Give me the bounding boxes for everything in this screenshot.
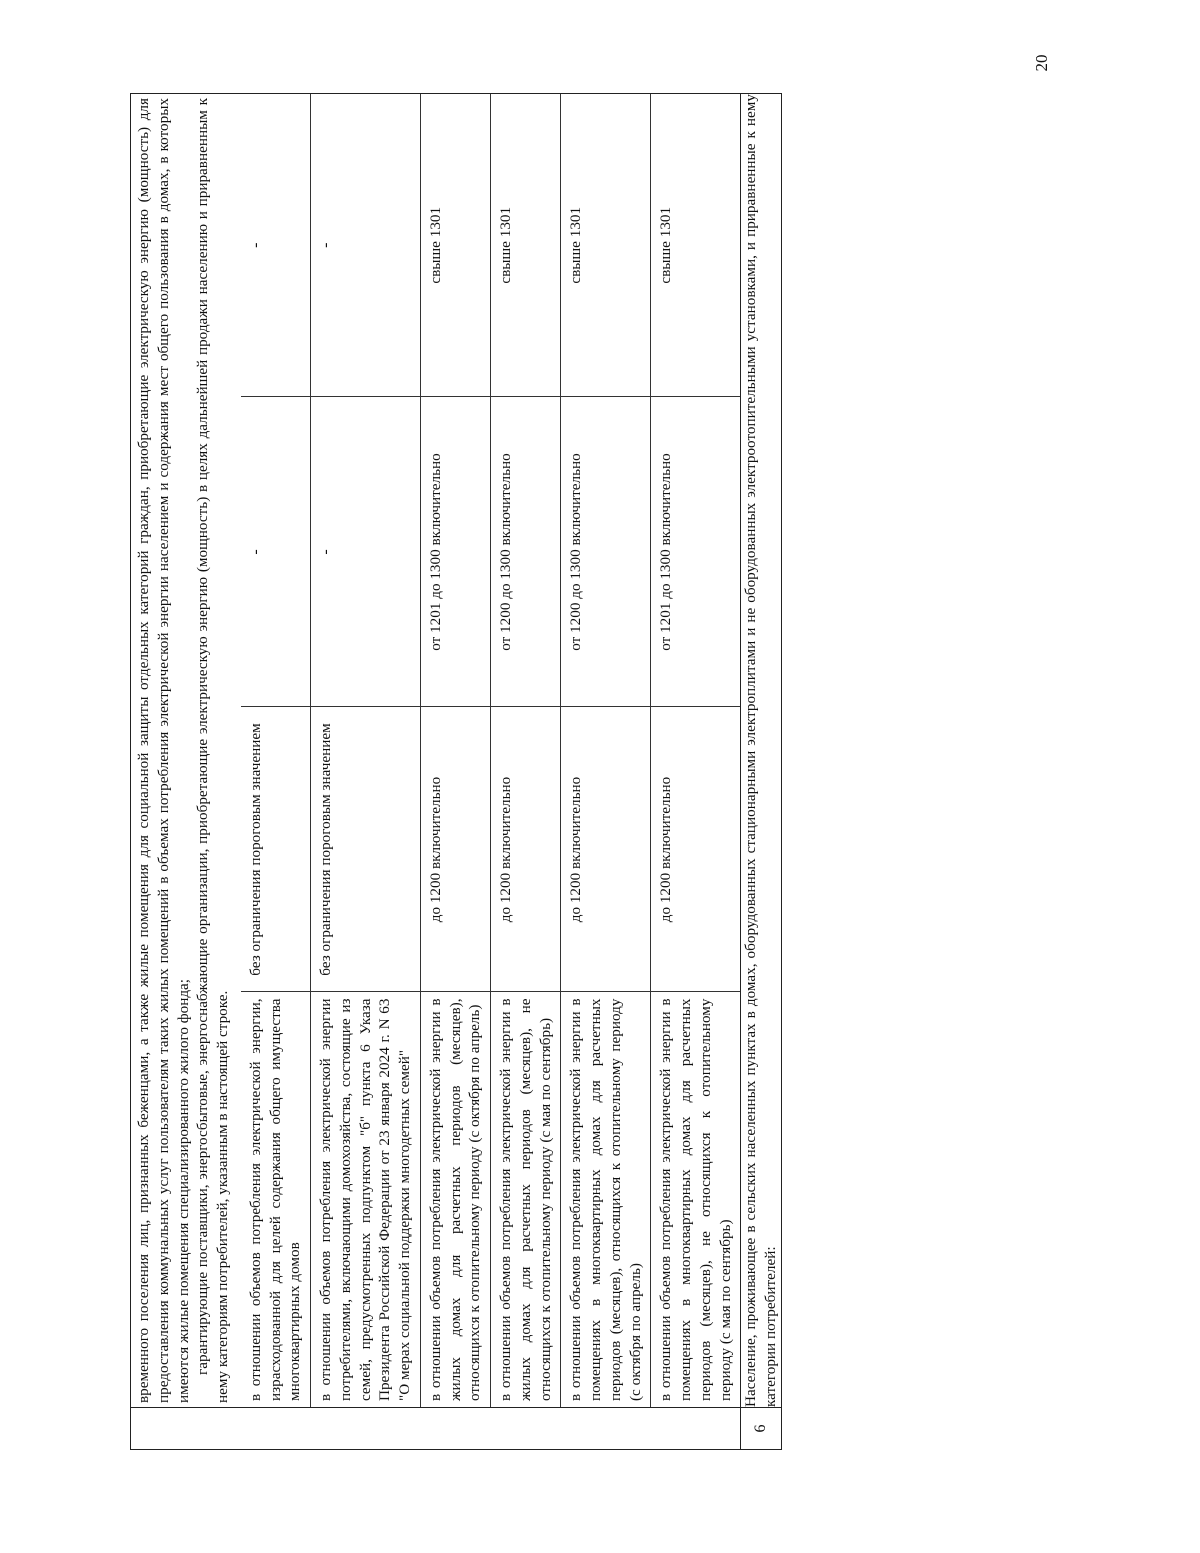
consumption-row [561, 94, 651, 1407]
range-upper: свыше 1301 [561, 94, 651, 397]
intro-paragraph-1: временного поселения лиц, признанных беженцами, а также жилые помещения для социальной защиты отдельных категорий граждан, приобретающие электрическую энергию (мощность) для предоставления коммунальных услуг пользователям таких жилых помещений в объемах потребления электрической энергии населением и содержания мест общего пользования в домах, в которых имеются жилые помещения специализированного жилого фонда; [135, 98, 192, 1403]
range-upper: свыше 1301 [491, 94, 561, 397]
intro-paragraph-2: гарантирующие поставщики, энергосбытовые, энергоснабжающие организации, приобретающие электрическую энергию (мощность) в целях дальнейшей продажи населению и приравненным к нему категориям потребителей, указанным в настоящей строке. [194, 98, 231, 1403]
consumption-row [651, 94, 741, 1407]
row-6 [741, 94, 782, 1450]
intro-text [131, 94, 239, 1407]
range-middle: от 1200 до 1300 включительно [561, 397, 651, 707]
tariff-table [130, 93, 782, 1450]
range-middle: - [311, 397, 421, 707]
row-6-number: 6 [741, 1408, 782, 1450]
row-number-empty [131, 1408, 741, 1450]
range-middle: - [241, 397, 311, 707]
consumption-description: в отношении объемов потребления электрической энергии потребителями, включающими домохозяйства, состоящие из семей, предусмотренных подпунктом "б" пункта 6 Указа Президента Российской Федерации от 23 января 2024 г. N 63 "О мерах социальной поддержки многодетных семей" [311, 992, 421, 1407]
consumption-description: в отношении объемов потребления электрической энергии, израсходованной для целей содержания общего имущества многоквартирных домов [241, 992, 311, 1407]
range-middle: от 1200 до 1300 включительно [491, 397, 561, 707]
consumption-description: в отношении объемов потребления электрической энергии в жилых домах для расчетных периодов (месяцев), не относящихся к отопительному периоду (с мая по сентябрь) [491, 992, 561, 1407]
range-lower: до 1200 включительно [420, 707, 490, 992]
consumption-description: в отношении объемов потребления электрической энергии в помещениях в многоквартирных домах для расчетных периодов (месяцев), не относящихся к отопительному периоду (с мая по сентябрь) [651, 992, 741, 1407]
consumption-row [420, 94, 490, 1407]
consumption-description: в отношении объемов потребления электрической энергии в помещениях в многоквартирных домах для расчетных периодов (месяцев), относящихся к отопительному периоду (с октября по апрель) [561, 992, 651, 1407]
range-lower: без ограничения пороговым значением [241, 707, 311, 992]
previous-section-content [131, 94, 741, 1408]
consumption-description: в отношении объемов потребления электрической энергии в жилых домах для расчетных периодов (месяцев), относящихся к отопительному периоду (с октября по апрель) [420, 992, 490, 1407]
range-lower: без ограничения пороговым значением [311, 707, 421, 992]
range-lower: до 1200 включительно [651, 707, 741, 992]
previous-section-row [131, 94, 741, 1450]
range-middle: от 1201 до 1300 включительно [651, 397, 741, 707]
consumption-row [491, 94, 561, 1407]
range-lower: до 1200 включительно [491, 707, 561, 992]
consumption-ranges-table [241, 94, 741, 1407]
range-middle: от 1201 до 1300 включительно [420, 397, 490, 707]
range-upper: свыше 1301 [651, 94, 741, 397]
row-6-text: Население, проживающее в сельских населенных пунктах в домах, оборудованных стационарными электроплитами и не оборудованных электроотопительными установками, и приравненные к нему категории потребителей: [741, 94, 782, 1408]
range-lower: до 1200 включительно [561, 707, 651, 992]
range-upper: - [311, 94, 421, 397]
page-number: 20 [1032, 54, 1051, 72]
consumption-row [311, 94, 421, 1407]
consumption-row [241, 94, 311, 1407]
range-upper: свыше 1301 [420, 94, 490, 397]
range-upper: - [241, 94, 311, 397]
